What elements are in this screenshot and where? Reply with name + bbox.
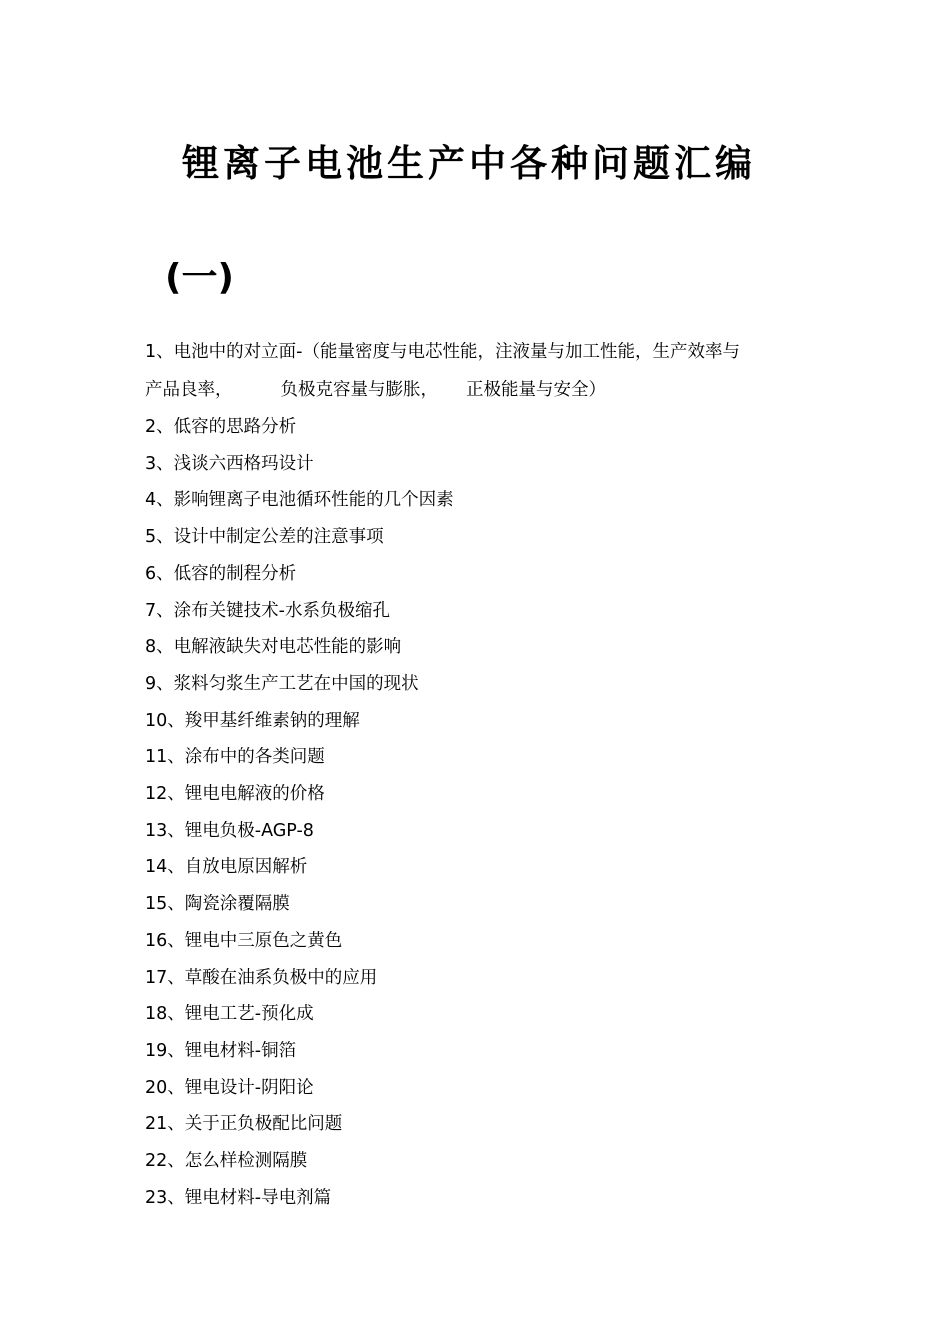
list-item: 5、设计中制定公差的注意事项 xyxy=(145,527,384,548)
list-item: 20、锂电设计-阴阳论 xyxy=(145,1077,314,1098)
list-item-text: 正极能量与安全） xyxy=(466,379,606,400)
list-item: 9、浆料匀浆生产工艺在中国的现状 xyxy=(145,673,419,694)
list-item: 15、陶瓷涂覆隔膜 xyxy=(145,894,290,915)
list-item: 3、浅谈六西格玛设计 xyxy=(145,453,314,474)
list-item: 18、锂电工艺-预化成 xyxy=(145,1004,314,1025)
list-item: 4、影响锂离子电池循环性能的几个因素 xyxy=(145,490,454,511)
list-item-text: 产品良率， xyxy=(145,379,233,400)
list-item: 19、锂电材料-铜箔 xyxy=(145,1040,297,1061)
list-item: 17、草酸在油系负极中的应用 xyxy=(145,967,378,988)
list-item: 23、锂电材料-导电剂篇 xyxy=(145,1187,332,1208)
list-item-text: 负极克容量与膨胀， xyxy=(280,379,438,400)
list-item: 21、关于正负极配比问题 xyxy=(145,1114,343,1135)
list-item: 13、锂电负极-AGP-8 xyxy=(145,820,314,841)
list-item xyxy=(145,334,815,409)
list-item: 10、羧甲基纤维素钠的理解 xyxy=(145,710,360,731)
list-item: 6、低容的制程分析 xyxy=(145,563,297,584)
list-item: 8、电解液缺失对电芯性能的影响 xyxy=(145,637,402,658)
document-title: 锂离子电池生产中各种问题汇编 xyxy=(182,142,756,185)
list-item: 14、自放电原因解析 xyxy=(145,857,308,878)
list-item-text: 1、电池中的对立面-（能量密度与电芯性能，注液量与加工性能，生产效率与 xyxy=(145,342,740,362)
list-item: 7、涂布关键技术-水系负极缩孔 xyxy=(145,600,390,621)
list-item: 11、涂布中的各类问题 xyxy=(145,747,325,768)
list-item: 2、低容的思路分析 xyxy=(145,417,297,437)
part-heading: (一) xyxy=(165,257,234,298)
table-of-contents xyxy=(145,334,815,1216)
list-item: 16、锂电中三原色之黄色 xyxy=(145,930,343,951)
list-item: 12、锂电电解液的价格 xyxy=(145,784,325,805)
list-item: 22、怎么样检测隔膜 xyxy=(145,1151,308,1172)
